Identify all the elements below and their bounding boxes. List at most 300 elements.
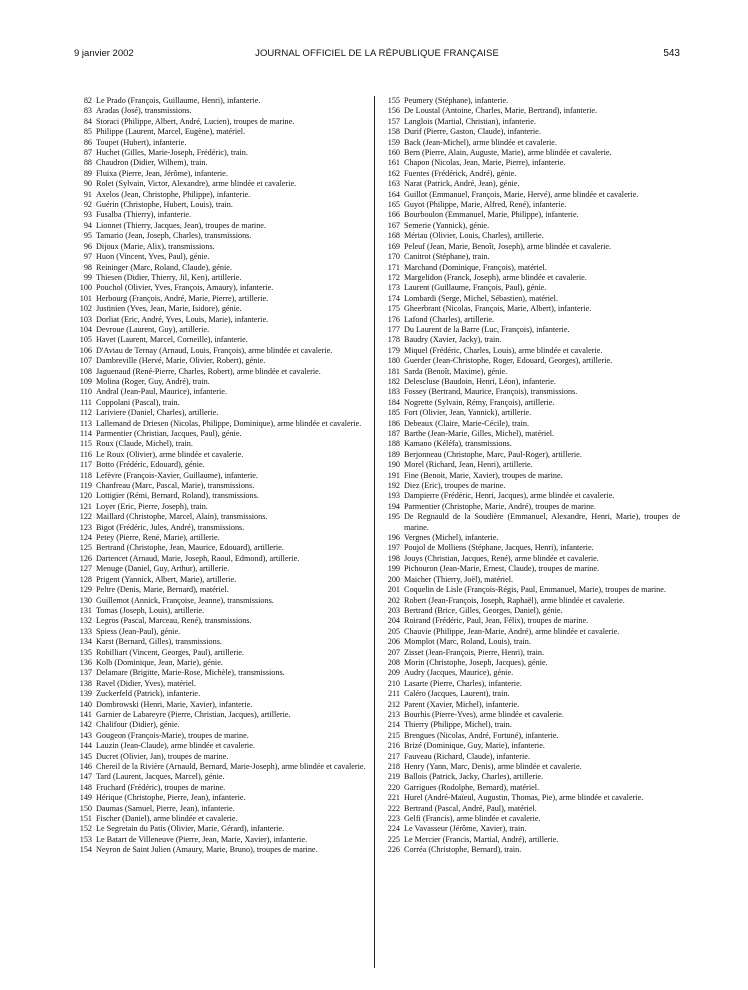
list-item: [74, 263, 368, 273]
entry-text: Fischer (Daniel), arme blindée et cavalerie.: [96, 814, 238, 824]
list-item: [74, 596, 368, 606]
list-item: [74, 627, 368, 637]
entry-number: 90: [83, 179, 92, 189]
list-item: [382, 491, 680, 501]
list-item: [382, 294, 680, 304]
entry-number: 116: [80, 449, 92, 459]
entry-text: Thierry (Philippe, Michel), train.: [404, 720, 512, 730]
list-item: [382, 793, 680, 803]
right-column: [382, 96, 680, 856]
entry-text: Philippe (Laurent, Marcel, Eugène), matériel.: [96, 127, 246, 137]
entry-text: Daumas (Samuel, Pierre, Jean), infanterie.: [96, 803, 235, 813]
list-item: [74, 752, 368, 762]
entry-text: Diez (Eric), troupes de marine.: [404, 481, 506, 491]
list-item: [74, 720, 368, 730]
entry-number: 202: [387, 595, 400, 605]
entry-number: 143: [79, 730, 92, 740]
entry-text: Devroue (Laurent, Guy), artillerie.: [96, 324, 210, 334]
entry-number: 225: [387, 834, 400, 844]
entry-number: 206: [387, 637, 400, 647]
entry-number: 132: [79, 616, 92, 626]
entry-number: 166: [387, 210, 400, 220]
entry-number: 86: [83, 137, 92, 147]
list-item: [382, 845, 680, 855]
list-item: [74, 658, 368, 668]
list-item: [74, 679, 368, 689]
entry-number: 209: [387, 668, 400, 678]
entry-number: 153: [79, 834, 92, 844]
entry-text: Herbourg (François, André, Marie, Pierre), artillerie.: [96, 293, 269, 303]
entry-number: 179: [387, 345, 400, 355]
entry-text: Chalifour (Didier), génie.: [96, 720, 180, 730]
entry-number: 96: [83, 241, 92, 251]
list-item: [382, 835, 680, 845]
entry-text: Parmentier (Christian, Jacques, Paul), génie.: [96, 429, 242, 438]
entry-text: Henry (Yann, Marc, Denis), arme blindée et cavalerie.: [404, 762, 582, 771]
entry-number: 197: [387, 543, 400, 553]
list-item: [74, 512, 368, 522]
list-item: [74, 315, 368, 325]
entry-number: 124: [79, 533, 92, 543]
entry-text: Fort (Olivier, Jean, Yannick), artillerie.: [404, 408, 532, 418]
entry-number: 216: [387, 741, 400, 751]
entry-text: Peleuf (Jean, Marie, Benoît, Joseph), arme blindée et cavalerie.: [404, 241, 612, 251]
entry-text: De Regnauld de la Soudière (Emmanuel, Alexandre, Henri, Marie), troupes de marine.: [404, 512, 680, 532]
list-item: [74, 783, 368, 793]
entry-text: Morin (Christophe, Joseph, Jacques), génie.: [404, 657, 548, 667]
entry-number: 170: [387, 252, 400, 262]
list-item: [74, 138, 368, 148]
list-item: [74, 325, 368, 335]
list-item: [74, 772, 368, 782]
entry-number: 200: [387, 574, 400, 584]
entry-text: Guérin (Christophe, Hubert, Louis), train.: [96, 200, 233, 210]
entry-text: Peltre (Denis, Marie, Bernard), matériel.: [96, 585, 229, 595]
entry-number: 125: [79, 543, 92, 553]
list-item: [382, 783, 680, 793]
entry-text: Maillard (Christophe, Marcel, Alain), transmissions.: [96, 512, 268, 522]
list-item: [382, 106, 680, 116]
list-item: [74, 200, 368, 210]
list-item: [382, 772, 680, 782]
entry-text: Dartencet (Arnaud, Marie, Joseph, Raoul, Edmond), artillerie.: [96, 553, 300, 563]
list-item: [382, 190, 680, 200]
list-item: [382, 408, 680, 418]
entry-text: Hérique (Christophe, Pierre, Jean), infanterie.: [96, 793, 246, 803]
entry-text: Tomas (Joseph, Louis), artillerie.: [96, 605, 205, 615]
list-item: [74, 283, 368, 293]
entry-number: 187: [387, 429, 400, 438]
entry-text: Prigent (Yannick, Albert, Marie), artillerie.: [96, 574, 237, 584]
entry-text: Le Segretain du Patis (Olivier, Marie, Gérard), infanterie.: [96, 824, 285, 834]
entry-text: Back (Jean-Michel), arme blindée et cavalerie.: [404, 137, 557, 147]
list-item: [74, 356, 368, 366]
entry-number: 126: [79, 553, 92, 563]
entry-text: Havet (Laurent, Marcel, Corneille), infanterie.: [96, 335, 248, 345]
entry-number: 98: [83, 262, 92, 272]
list-item: [382, 720, 680, 730]
entry-text: Lionnet (Thierry, Jacques, Jean), troupes de marine.: [96, 220, 266, 230]
list-item: [74, 700, 368, 710]
entry-text: Lefèvre (François-Xavier, Guillaume), infanterie.: [96, 470, 258, 480]
list-item: [382, 575, 680, 585]
entry-text: Kolb (Dominique, Jean, Marie), génie.: [96, 657, 223, 667]
list-item: [74, 127, 368, 137]
list-item: [74, 377, 368, 387]
entry-number: 157: [387, 116, 400, 126]
entry-text: Brizé (Dominique, Guy, Marie), infanterie.: [404, 741, 545, 751]
entry-number: 190: [387, 460, 400, 470]
entry-number: 89: [83, 168, 92, 178]
list-item: [74, 450, 368, 460]
list-item: [74, 731, 368, 741]
entry-text: Reininger (Marc, Roland, Claude), génie.: [96, 262, 232, 272]
list-item: [74, 741, 368, 751]
list-item: [382, 554, 680, 564]
entry-number: 188: [387, 439, 400, 449]
list-item: [74, 408, 368, 418]
entry-text: Marchand (Dominique, François), matériel.: [404, 262, 547, 272]
entry-number: 162: [387, 168, 400, 178]
entry-number: 141: [79, 709, 92, 719]
list-item: [74, 273, 368, 283]
entry-number: 160: [387, 148, 400, 158]
entry-text: Toupet (Hubert), infanterie.: [96, 137, 187, 147]
entry-text: Botto (Frédéric, Edouard), génie.: [96, 460, 205, 470]
entry-text: Ballois (Patrick, Jacky, Charles), artillerie.: [404, 772, 544, 782]
list-item: [382, 471, 680, 481]
entry-number: 191: [387, 470, 400, 480]
list-item: [382, 200, 680, 210]
entry-text: Guerder (Jean-Christophe, Roger, Edouard, Georges), artillerie.: [404, 356, 613, 366]
entry-number: 148: [79, 782, 92, 792]
list-item: [382, 824, 680, 834]
entry-number: 112: [80, 408, 92, 418]
entry-text: Coquelin de Lisle (François-Régis, Paul, Emmanuel, Marie), troupes de marine.: [404, 585, 666, 595]
entry-text: Barthe (Jean-Marie, Gilles, Michel), matériel.: [404, 429, 555, 438]
entry-number: 108: [79, 366, 92, 376]
entry-number: 82: [83, 96, 92, 105]
entry-text: Zisset (Jean-François, Pierre, Henri), train.: [404, 647, 545, 657]
list-item: [382, 543, 680, 553]
entry-number: 91: [83, 189, 92, 199]
list-item: [74, 252, 368, 262]
entry-text: Le Roux (Olivier), arme blindée et cavalerie.: [96, 449, 244, 459]
entry-text: Karst (Bernard, Gilles), transmissions.: [96, 637, 222, 647]
entry-text: Jaguenaud (René-Pierre, Charles, Robert), arme blindée et cavalerie.: [96, 366, 321, 376]
list-item: [382, 689, 680, 699]
list-item: [74, 429, 368, 439]
list-item: [382, 96, 680, 106]
entry-number: 163: [387, 179, 400, 189]
entry-number: 211: [388, 689, 400, 699]
list-item: [74, 158, 368, 168]
entry-number: 127: [79, 564, 92, 574]
entry-number: 185: [387, 408, 400, 418]
entry-number: 214: [387, 720, 400, 730]
entry-number: 178: [387, 335, 400, 345]
left-column: [74, 96, 368, 856]
list-item: [74, 710, 368, 720]
list-item: [74, 460, 368, 470]
entry-number: 165: [387, 200, 400, 210]
entry-number: 215: [387, 730, 400, 740]
entry-number: 121: [79, 501, 92, 511]
list-item: [382, 377, 680, 387]
entry-text: Chanfreau (Marc, Pascal, Marie), transmissions.: [96, 481, 255, 491]
list-item: [382, 710, 680, 720]
entry-text: Le Prado (François, Guillaume, Henri), infanterie.: [96, 96, 261, 105]
entry-number: 204: [387, 616, 400, 626]
entry-text: Huchet (Gilles, Marie-Joseph, Frédéric), train.: [96, 148, 248, 158]
entry-text: Chaudron (Didier, Wilhem), train.: [96, 158, 208, 168]
list-item: [74, 294, 368, 304]
entry-number: 189: [387, 449, 400, 459]
entry-text: Lasarte (Pierre, Charles), infanterie.: [404, 678, 522, 688]
entry-number: 113: [80, 418, 92, 428]
entry-text: Pouchol (Olivier, Yves, François, Amaury), infanterie.: [96, 283, 274, 293]
entry-number: 167: [387, 220, 400, 230]
list-item: [382, 762, 680, 772]
list-item: [382, 398, 680, 408]
entry-number: 105: [79, 335, 92, 345]
list-item: [382, 325, 680, 335]
entry-text: Le Mercier (Francis, Martial, André), artillerie.: [404, 834, 559, 844]
entry-text: Bigot (Frédéric, Jules, André), transmissions.: [96, 522, 245, 532]
list-item: [74, 575, 368, 585]
entry-text: Lombardi (Serge, Michel, Sébastien), matériel.: [404, 293, 558, 303]
entry-text: Loyer (Eric, Pierre, Joseph), train.: [96, 501, 208, 511]
list-item: [74, 814, 368, 824]
list-item: [74, 793, 368, 803]
list-item: [74, 387, 368, 397]
entry-text: Garrigues (Rodolphe, Bernard), matériel.: [404, 782, 540, 792]
entry-number: 100: [79, 283, 92, 293]
list-item: [74, 606, 368, 616]
list-item: [382, 439, 680, 449]
list-item: [74, 148, 368, 158]
entry-number: 186: [387, 418, 400, 428]
list-item: [74, 231, 368, 241]
entry-text: Jouys (Christian, Jacques, René), arme blindée et cavalerie.: [404, 553, 599, 563]
entry-text: Narat (Patrick, André, Jean), génie.: [404, 179, 520, 189]
entry-number: 84: [83, 116, 92, 126]
entry-text: Margelidon (Franck, Joseph), arme blindée et cavalerie.: [404, 272, 587, 282]
list-item: [74, 543, 368, 553]
entry-text: Rolet (Sylvain, Victor, Alexandre), arme blindée et cavalerie.: [96, 179, 297, 189]
list-item: [382, 616, 680, 626]
list-item: [382, 731, 680, 741]
entry-number: 107: [79, 356, 92, 366]
list-item: [74, 106, 368, 116]
list-item: [382, 814, 680, 824]
entry-number: 99: [83, 272, 92, 282]
entry-text: Spiess (Jean-Paul), génie.: [96, 626, 181, 636]
entry-number: 142: [79, 720, 92, 730]
entry-number: 139: [79, 689, 92, 699]
entry-number: 213: [387, 709, 400, 719]
entry-number: 94: [83, 220, 92, 230]
list-item: [74, 471, 368, 481]
list-item: [382, 242, 680, 252]
list-item: [382, 158, 680, 168]
entry-text: Bertrand (Christophe, Jean, Maurice, Edouard), artillerie.: [96, 543, 284, 553]
entry-text: Fluixa (Pierre, Jean, Jérôme), infanterie.: [96, 168, 228, 178]
list-item: [74, 96, 368, 106]
entry-number: 152: [79, 824, 92, 834]
list-item: [74, 762, 368, 772]
entry-text: Langlois (Martial, Christian), infanterie.: [404, 116, 536, 126]
list-item: [382, 419, 680, 429]
entry-number: 95: [83, 231, 92, 241]
entry-text: Gougeon (François-Marie), troupes de marine.: [96, 730, 249, 740]
entry-text: Brengues (Nicolas, André, Fortuné), infanterie.: [404, 730, 559, 740]
list-item: [382, 679, 680, 689]
entry-text: Lariviere (Daniel, Charles), artillerie.: [96, 408, 219, 418]
entry-number: 199: [387, 564, 400, 574]
entry-number: 103: [79, 314, 92, 324]
list-item: [74, 648, 368, 658]
entry-number: 129: [79, 585, 92, 595]
entry-number: 223: [387, 814, 400, 824]
entry-text: Aradas (José), transmissions.: [96, 106, 192, 116]
entry-number: 218: [387, 762, 400, 771]
entry-text: Maicher (Thierry, Joël), matériel.: [404, 574, 514, 584]
entry-number: 159: [387, 137, 400, 147]
entry-number: 177: [387, 324, 400, 334]
entry-number: 158: [387, 127, 400, 137]
list-item: [382, 117, 680, 127]
entry-number: 183: [387, 387, 400, 397]
entry-number: 135: [79, 647, 92, 657]
list-item: [382, 606, 680, 616]
entry-number: 193: [387, 491, 400, 501]
entry-number: 156: [387, 106, 400, 116]
entry-text: Le Vavasseur (Jérôme, Xavier), train.: [404, 824, 527, 834]
list-item: [382, 221, 680, 231]
entry-text: Molina (Roger, Guy, André), train.: [96, 376, 210, 386]
list-item: [382, 356, 680, 366]
list-item: [74, 554, 368, 564]
entry-number: 120: [79, 491, 92, 501]
entry-number: 137: [79, 668, 92, 678]
list-item: [382, 367, 680, 377]
entry-number: 169: [387, 241, 400, 251]
entry-text: Guyot (Philippe, Marie, Alfred, René), infanterie.: [404, 200, 567, 210]
entry-text: Miquel (Frédéric, Charles, Louis), arme blindée et cavalerie.: [404, 345, 603, 355]
list-item: [382, 283, 680, 293]
list-item: [74, 564, 368, 574]
entry-text: Kamano (Kéléfa), transmissions.: [404, 439, 512, 449]
entry-text: Gelfi (Francis), arme blindée et cavalerie.: [404, 814, 541, 824]
entry-text: Audry (Jacques, Maurice), génie.: [404, 668, 514, 678]
entry-number: 101: [79, 293, 92, 303]
list-item: [74, 367, 368, 377]
entry-number: 128: [79, 574, 92, 584]
entry-number: 201: [387, 585, 400, 595]
entry-number: 88: [83, 158, 92, 168]
entry-text: Nogrette (Sylvain, Rémy, François), artillerie.: [404, 397, 555, 407]
list-item: [382, 273, 680, 283]
entry-text: Fauveau (Richard, Claude), infanterie.: [404, 751, 530, 761]
list-item: [382, 127, 680, 137]
entry-text: Lallemand de Driesen (Nicolas, Philippe, Dominique), arme blindée et cavalerie.: [96, 418, 362, 428]
journal-title: JOURNAL OFFICIEL DE LA RÉPUBLIQUE FRANÇAISE: [255, 48, 499, 59]
entry-number: 102: [79, 304, 92, 314]
list-item: [382, 502, 680, 512]
entry-text: Menuge (Daniel, Guy, Arthur), artillerie.: [96, 564, 230, 574]
entry-text: Le Batart de Villeneuve (Pierre, Jean, Marie, Xavier), infanterie.: [96, 834, 307, 844]
entry-number: 164: [387, 189, 400, 199]
entry-number: 104: [79, 324, 92, 334]
entry-number: 181: [387, 366, 400, 376]
entry-text: Debeaux (Claire, Marie-Cécile), train.: [404, 418, 530, 428]
list-item: [382, 179, 680, 189]
entry-number: 110: [80, 387, 92, 397]
entry-text: Morel (Richard, Jean, Henri), artillerie.: [404, 460, 533, 470]
entry-number: 168: [387, 231, 400, 241]
entry-text: Huon (Vincent, Yves, Paul), génie.: [96, 252, 210, 262]
list-item: [74, 824, 368, 834]
entry-text: Robert (Jean-François, Joseph, Raphaël), arme blindée et cavalerie.: [404, 595, 625, 605]
list-item: [382, 460, 680, 470]
list-item: [74, 616, 368, 626]
entry-number: 144: [79, 741, 92, 751]
list-item: [382, 429, 680, 439]
list-item: [74, 845, 368, 855]
entry-number: 205: [387, 626, 400, 636]
list-item: [382, 627, 680, 637]
entry-number: 222: [387, 803, 400, 813]
entry-text: Sarda (Benoît, Maxime), génie.: [404, 366, 508, 376]
entry-number: 207: [387, 647, 400, 657]
entry-text: Petey (Pierre, René, Marie), artillerie.: [96, 533, 220, 543]
entry-text: Pichouron (Jean-Marie, Ernest, Claude), troupes de marine.: [404, 564, 600, 574]
entry-text: Guillemot (Annick, Françoise, Jeanne), transmissions.: [96, 595, 274, 605]
list-item: [74, 346, 368, 356]
entry-number: 149: [79, 793, 92, 803]
list-item: [382, 648, 680, 658]
list-item: [74, 491, 368, 501]
entry-text: Justinien (Yves, Jean, Marie, Isidore), génie.: [96, 304, 242, 314]
entry-number: 212: [387, 699, 400, 709]
entry-text: Zuckerfeld (Patrick), infanterie.: [96, 689, 201, 699]
list-item: [382, 564, 680, 574]
entry-number: 145: [79, 751, 92, 761]
list-item: [74, 481, 368, 491]
list-item: [382, 138, 680, 148]
entry-number: 123: [79, 522, 92, 532]
entry-number: 138: [79, 678, 92, 688]
list-item: [382, 804, 680, 814]
page-header: [74, 48, 680, 62]
list-item: [74, 689, 368, 699]
entry-number: 114: [80, 429, 92, 438]
entry-text: Lauzin (Jean-Claude), arme blindée et cavalerie.: [96, 741, 255, 751]
entry-text: Storaci (Philippe, Albert, André, Lucien), troupes de marine.: [96, 116, 295, 126]
entry-text: Durif (Pierre, Gaston, Claude), infanterie.: [404, 127, 541, 137]
entry-text: Chauvie (Philippe, Jean-Marie, André), arme blindée et cavalerie.: [404, 626, 620, 636]
list-item: [74, 117, 368, 127]
entry-number: 131: [79, 605, 92, 615]
entry-text: Laurent (Guillaume, François, Paul), génie.: [404, 283, 547, 293]
list-item: [382, 169, 680, 179]
entry-text: Vergnes (Michel), infanterie.: [404, 533, 499, 543]
entry-text: Poujol de Molliens (Stéphane, Jacques, Henri), infanterie.: [404, 543, 594, 553]
entry-number: 195: [387, 512, 400, 522]
entry-text: Lottigier (Rémi, Bernard, Roland), transmissions.: [96, 491, 259, 501]
entry-text: Dambreville (Hervé, Marie, Olivier, Robert), génie.: [96, 356, 266, 366]
